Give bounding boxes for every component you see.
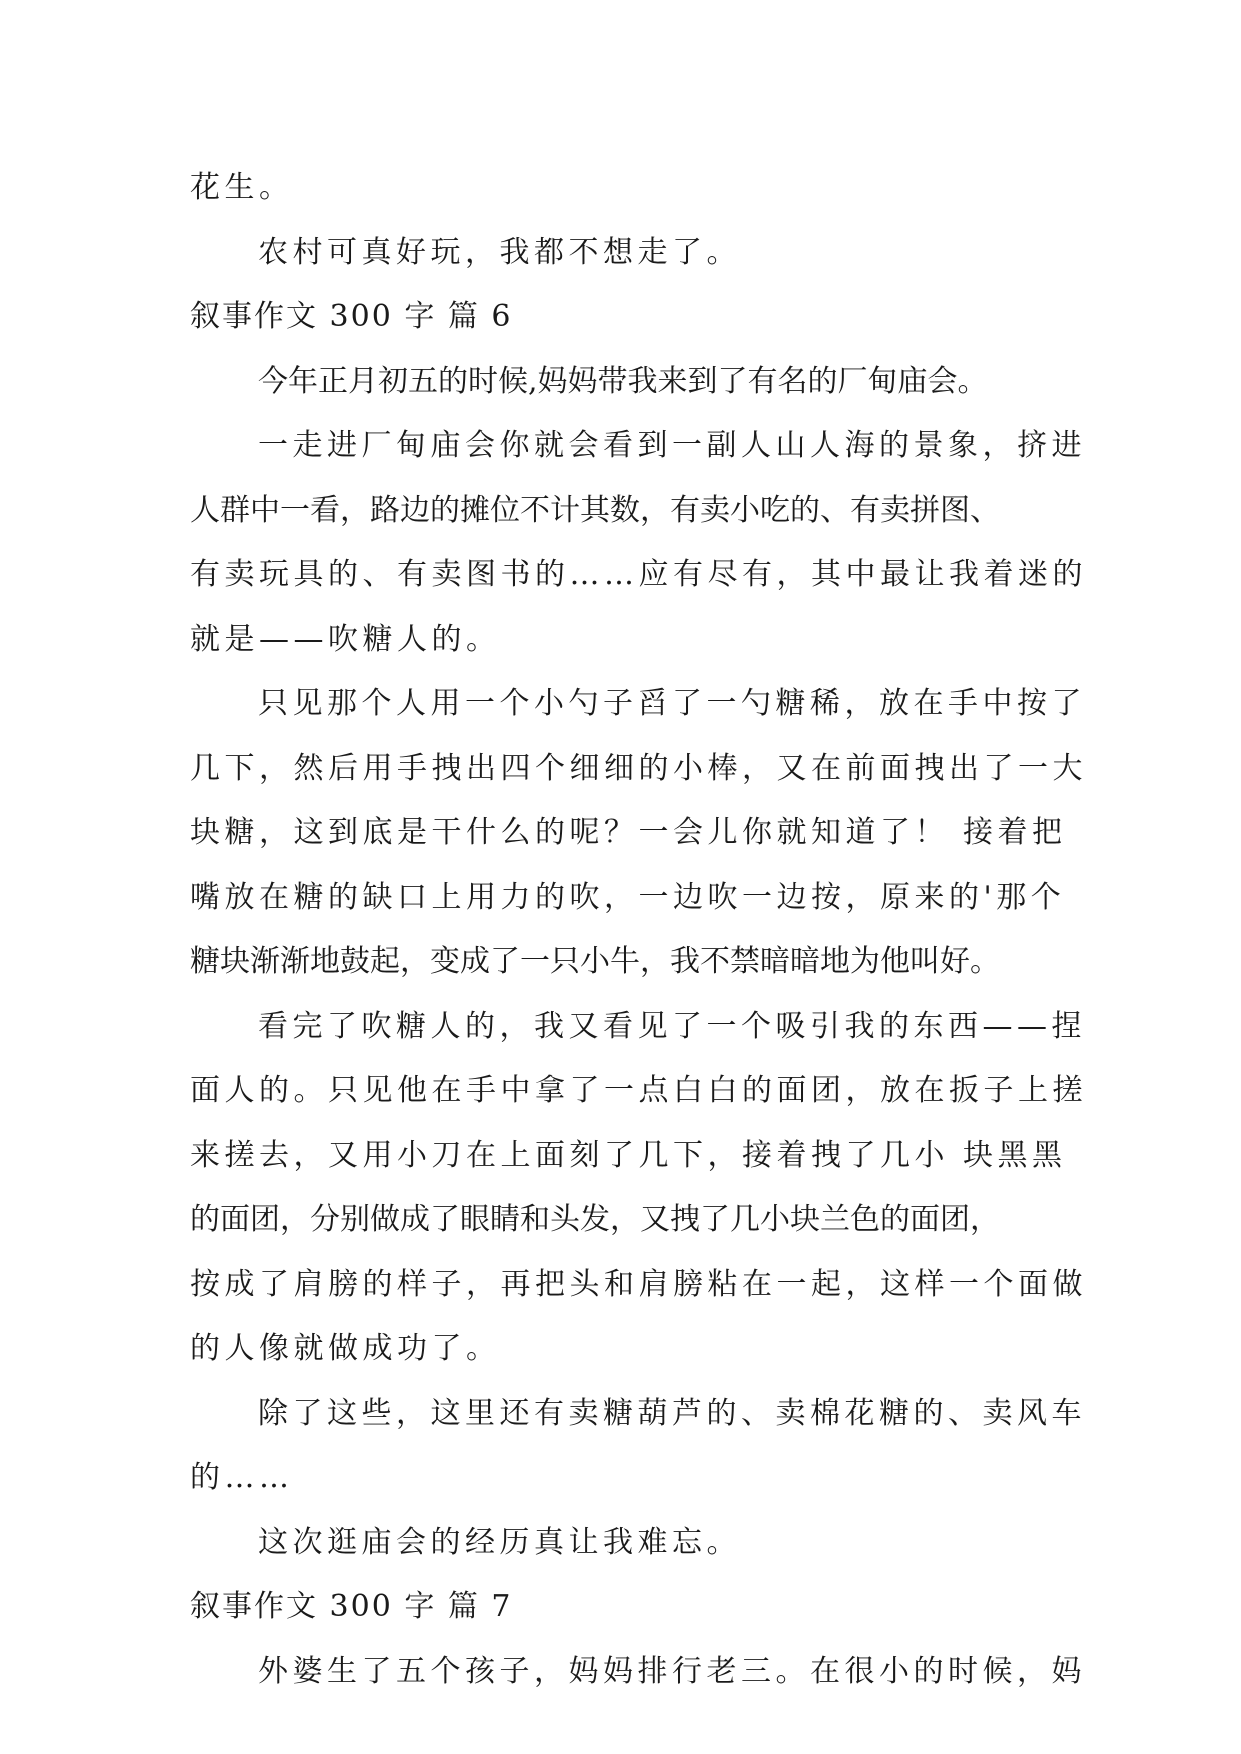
section-heading: 叙事作文 300 字 篇 6	[190, 299, 513, 334]
text-line: 外婆生了五个孩子，妈妈排行老三。在很小的时候，妈	[258, 1653, 1086, 1689]
text-line: 农村可真好玩，我都不想走了。	[258, 234, 741, 270]
text-line: 有卖玩具的、有卖图书的……应有尽有，其中最让我着迷的	[190, 557, 1087, 592]
text-line: 除了这些，这里还有卖糖葫芦的、卖棉花糖的、卖风车	[258, 1395, 1086, 1431]
text-line: 看完了吹糖人的，我又看见了一个吸引我的东西——捏	[258, 1008, 1086, 1044]
text-line: 的人像就做成功了。	[190, 1331, 501, 1366]
text-line: 面人的。只见他在手中拿了一点白白的面团，放在扳子上搓	[190, 1073, 1087, 1108]
text-line: 一走进厂甸庙会你就会看到一副人山人海的景象，挤进	[258, 428, 1086, 463]
text-line: 只见那个人用一个小勺子舀了一勺糖稀，放在手中按了	[258, 686, 1086, 721]
text-line: 来搓去，又用小刀在上面刻了几下，接着拽了几小 块黑黑	[190, 1137, 1067, 1173]
text-line: 糖块渐渐地鼓起，变成了一只小牛，我不禁暗暗地为他叫好。	[190, 944, 1000, 979]
text-line: 人群中一看，路边的摊位不计其数，有卖小吃的、有卖拼图、	[190, 492, 1000, 528]
text-line: 的……	[190, 1460, 294, 1495]
text-line: 嘴放在糖的缺口上用力的吹，一边吹一边按，原来的'那个	[190, 879, 1066, 915]
text-line: 块糖，这到底是干什么的呢？一会儿你就知道了！ 接着把	[190, 815, 1067, 850]
text-line: 花生。	[190, 170, 294, 205]
text-line: 的面团，分别做成了眼睛和头发，又拽了几小块兰色的面团，	[190, 1202, 1000, 1237]
section-heading: 叙事作文 300 字 篇 7	[190, 1589, 513, 1624]
text-line: 就是——吹糖人的。	[190, 621, 501, 657]
text-line: 今年正月初五的时候,妈妈带我来到了有名的厂甸庙会。	[258, 363, 988, 399]
text-line: 这次逛庙会的经历真让我难忘。	[258, 1524, 741, 1560]
document-body	[190, 156, 1087, 1704]
text-line: 几下，然后用手拽出四个细细的小棒，又在前面拽出了一大	[190, 750, 1087, 786]
text-line: 按成了肩膀的样子，再把头和肩膀粘在一起，这样一个面做	[190, 1266, 1087, 1302]
